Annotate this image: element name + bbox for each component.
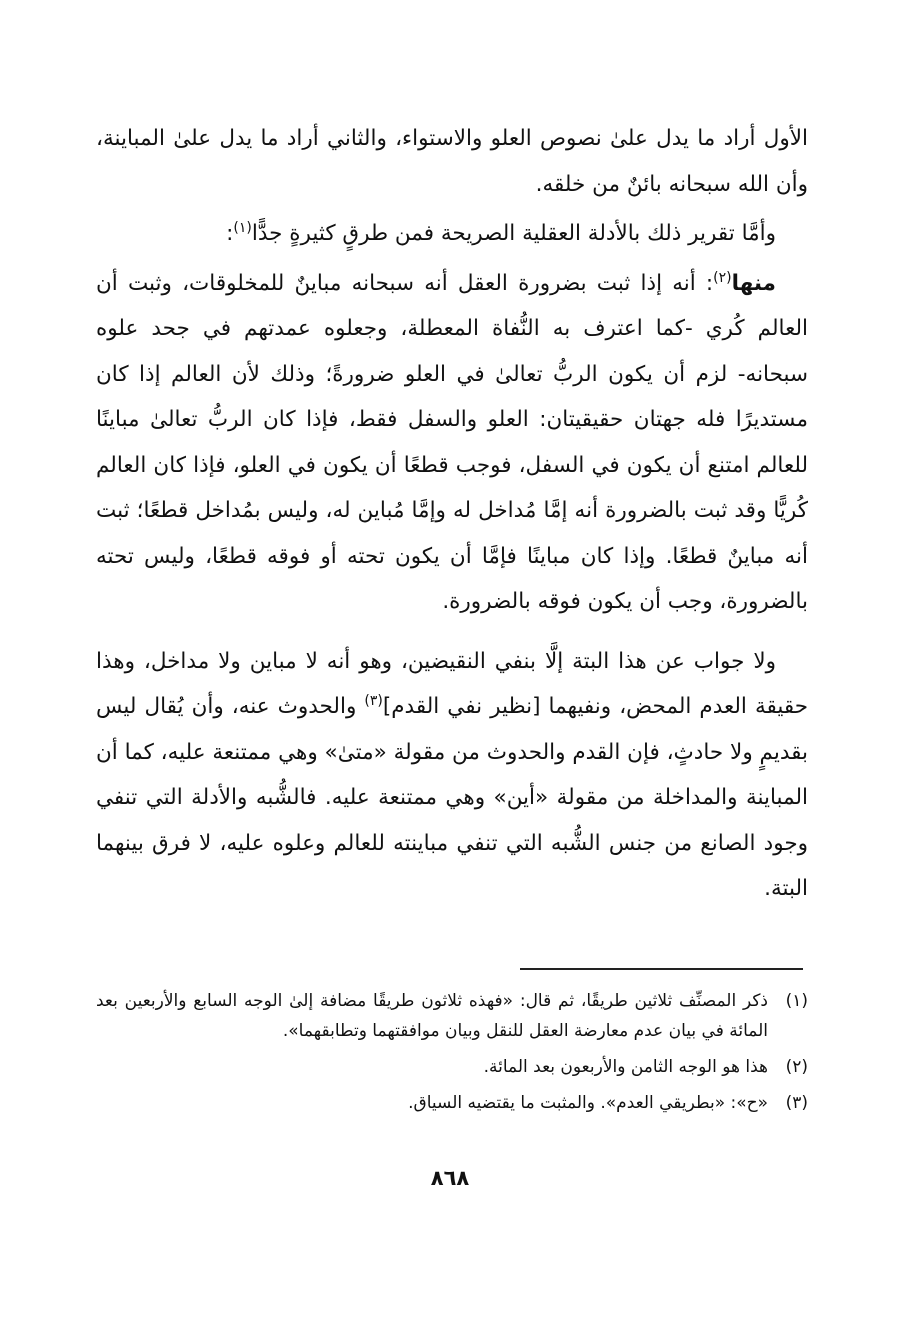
paragraph-1: الأول أراد ما يدل علىٰ نصوص العلو والاستواء، والثاني أراد ما يدل علىٰ المباينة، وأن الله سبحانه بائنٌ من خلقه. — [96, 126, 808, 197]
footnote-number: (١) — [785, 991, 808, 1011]
footnote-text: ذكر المصنِّف ثلاثين طريقًا، ثم قال: «فهذه ثلاثون طريقًا مضافة إلىٰ الوجه السابع والأربعين بعد المائة في بيان عدم معارضة العقل للنقل وبيان موافقتهما وتطابقهما». — [96, 991, 768, 1041]
footnote-2 — [96, 1052, 808, 1082]
footnote-number: (٢) — [785, 1057, 808, 1077]
footnote-ref-1: (١) — [233, 219, 252, 236]
paragraph-4-end: والحدوث عنه، وأن يُقال ليس بقديمٍ ولا حادثٍ، فإن القدم والحدوث من مقولة «متىٰ» وهي ممتنعة عليه، كما أن المباينة والمداخلة من مقولة «أين» وهي ممتنعة عليه. فالشُّبه والأدلة التي تنفي وجود الصانع من جنس الشُّبه التي تنفي مباينته للعالم وعلوه عليه، لا فرق بينهما البتة. — [96, 694, 808, 901]
main-text — [96, 116, 808, 912]
paragraph-2-text: وأمَّا تقرير ذلك بالأدلة العقلية الصريحة فمن طرقٍ كثيرةٍ جدًّا — [251, 221, 776, 246]
paragraph-4 — [96, 639, 808, 912]
footnotes — [96, 986, 808, 1118]
paragraph-3 — [96, 261, 808, 625]
footnote-separator — [520, 968, 803, 970]
page-number: ٨٦٨ — [430, 1166, 470, 1190]
paragraph-2 — [96, 211, 808, 257]
footnote-3 — [96, 1088, 808, 1118]
footnote-text: «ح»: «بطريقي العدم». والمثبت ما يقتضيه السياق. — [408, 1093, 768, 1113]
paragraph-3-lead: منها — [731, 270, 776, 296]
footnote-1 — [96, 986, 808, 1046]
footnote-number: (٣) — [785, 1093, 808, 1113]
footnote-text: هذا هو الوجه الثامن والأربعون بعد المائة. — [483, 1057, 768, 1077]
footnote-ref-3: (٣) — [364, 692, 383, 709]
paragraph-2-end: : — [226, 221, 234, 246]
paragraph-4-text: ولا جواب عن هذا البتة إلَّا بنفي النقيضين، وهو أنه لا مباين ولا مداخل، وهذا حقيقة العدم المحض، ونفيهما [نظير نفي القدم] — [96, 648, 809, 719]
paragraph-3-text: : أنه إذا ثبت بضرورة العقل أنه سبحانه مباينٌ للمخلوقات، وثبت أن العالم كُري -كما اعترف به النُّفاة المعطلة، وجعلوه عمدتهم في جحد علوه سبحانه- لزم أن يكون الربُّ تعالىٰ في العلو ضرورةً؛ وذلك لأن العالم إذا كان مستديرًا فله جهتان حقيقيتان: العلو والسفل فقط، فإذا كان الربُّ تعالىٰ مباينًا للعالم امتنع أن يكون في السفل، فوجب قطعًا أن يكون في العلو، فإذا كان العالم كُريًّا وقد ثبت بالضرورة أنه إمَّا مُداخل له وإمَّا مُباين له، وليس بمُداخل قطعًا؛ ثبت أنه مباينٌ قطعًا. وإذا كان مباينًا فإمَّا أن يكون تحته أو فوقه قطعًا، وليس تحته بالضرورة، وجب أن يكون فوقه بالضرورة. — [96, 270, 808, 614]
footnote-ref-2: (٢) — [713, 269, 732, 286]
